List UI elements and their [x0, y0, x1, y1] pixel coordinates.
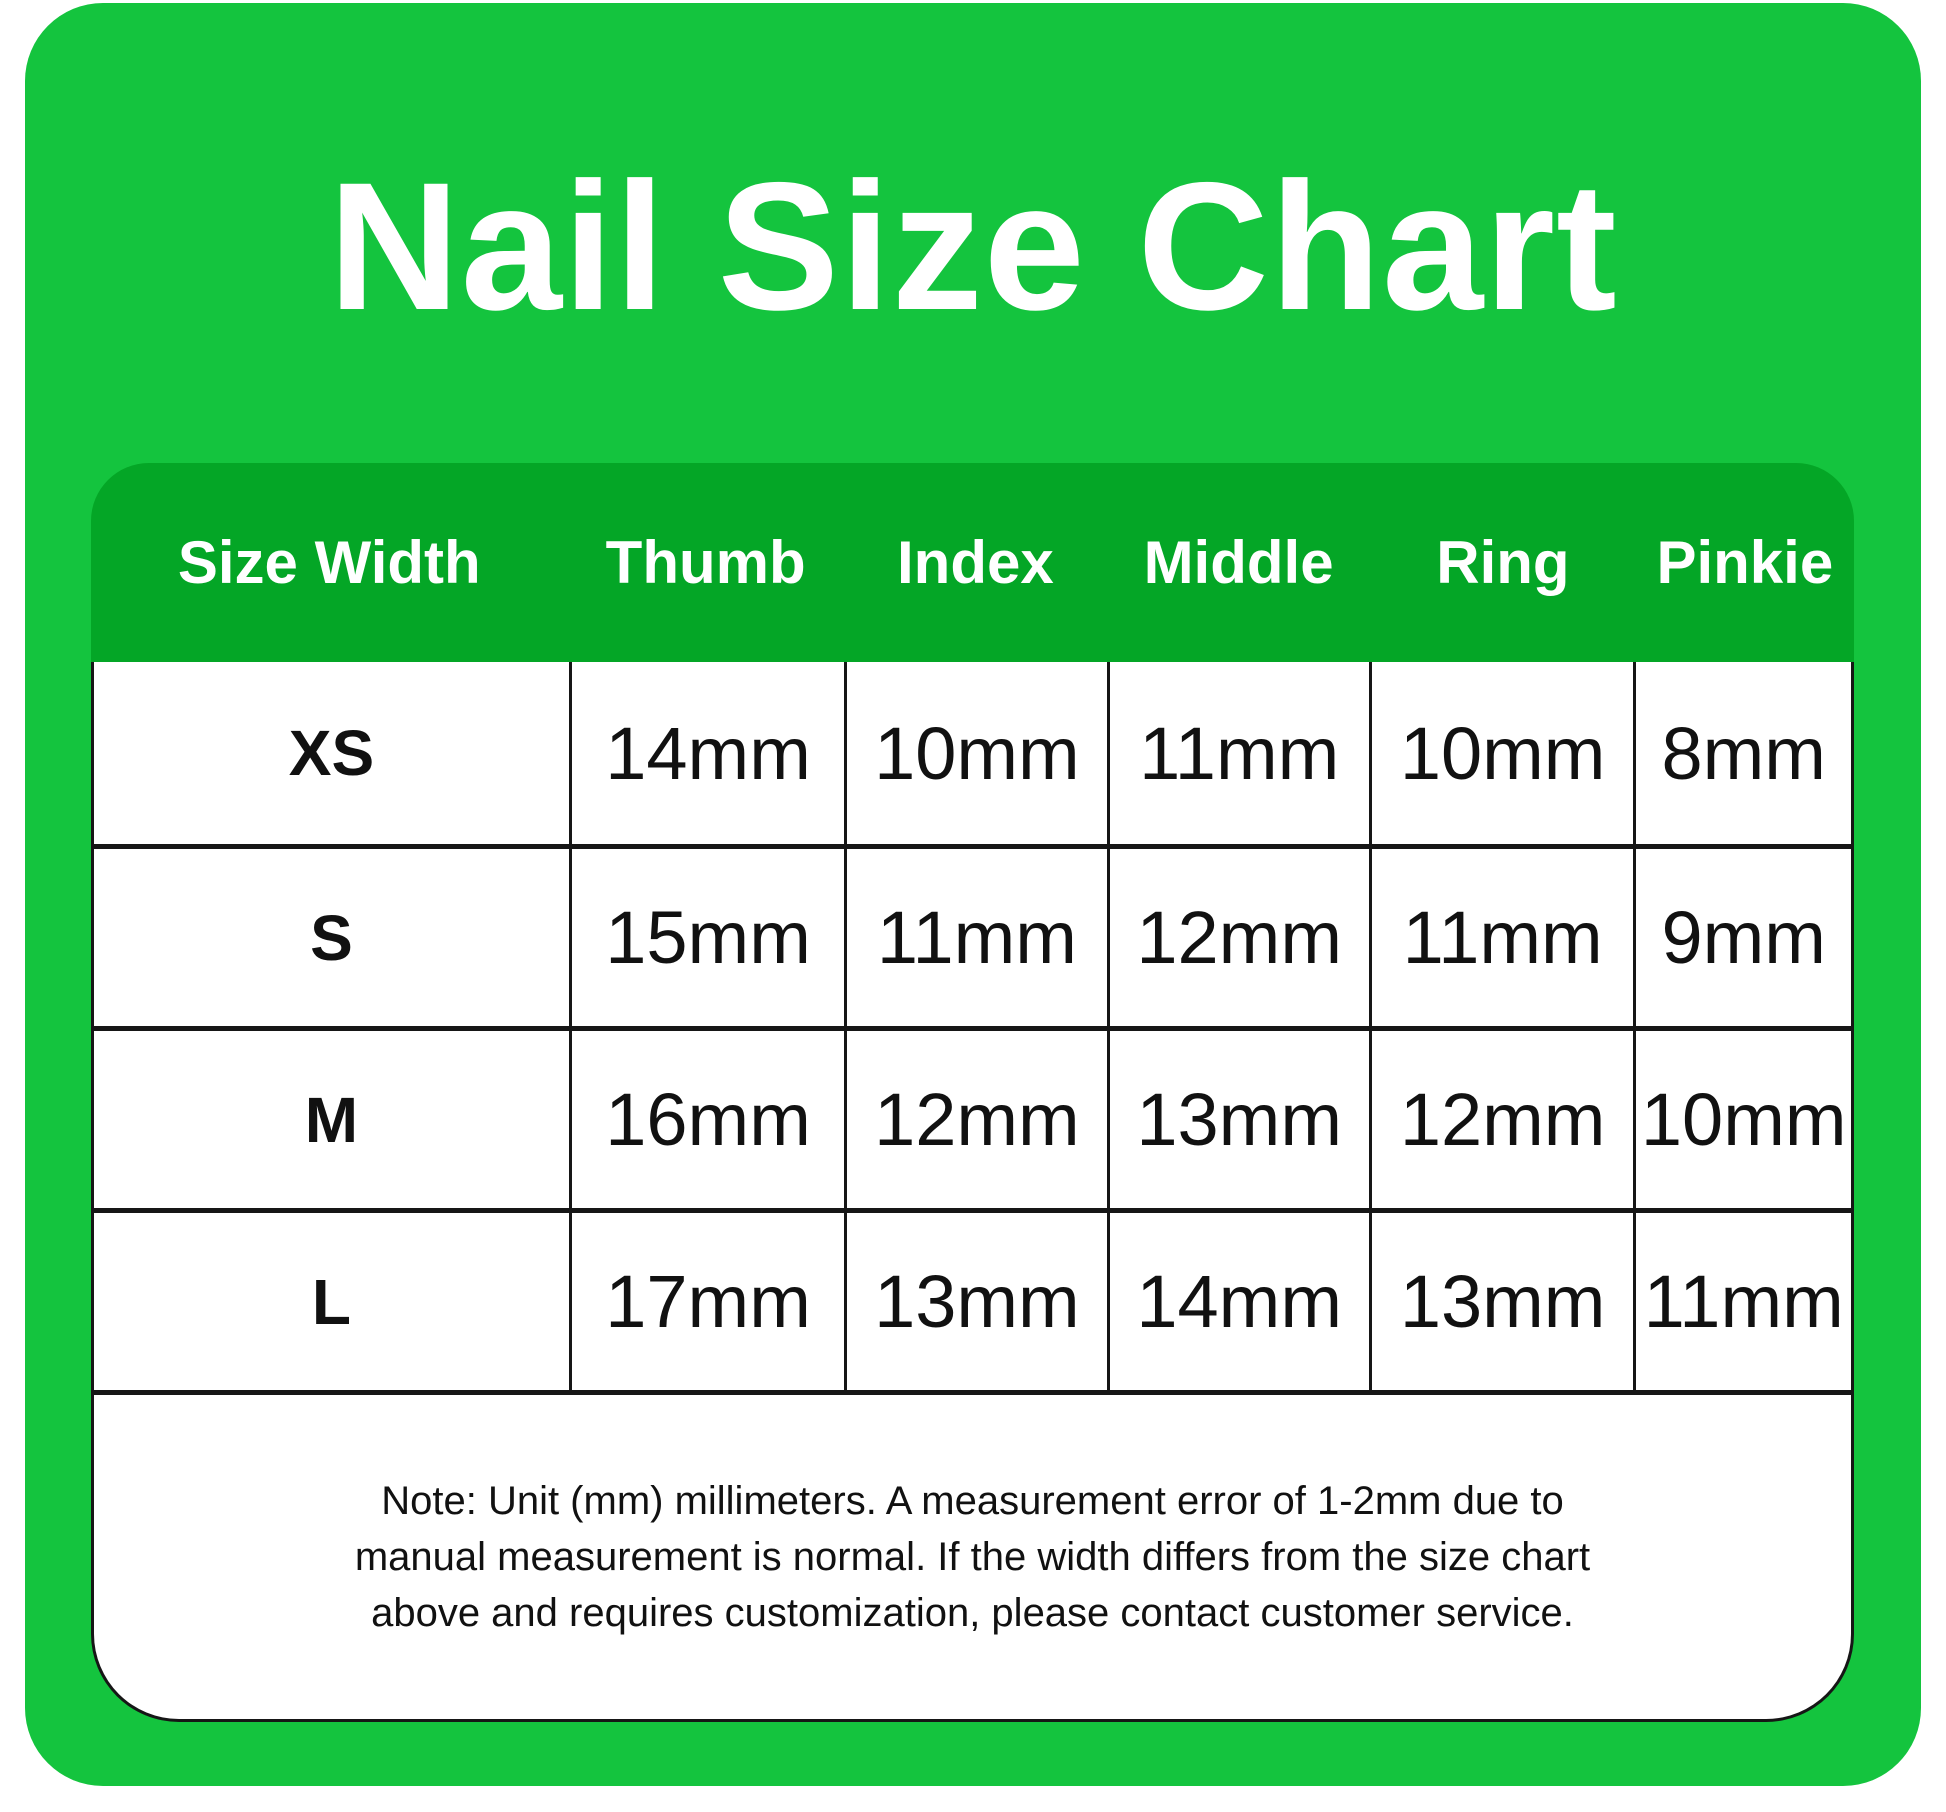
note-line: Note: Unit (mm) millimeters. A measurement error of 1-2mm due to	[381, 1479, 1564, 1523]
table-row-l	[94, 1208, 1851, 1390]
table-row-s	[94, 844, 1851, 1026]
note	[94, 1390, 1851, 1719]
note-line: above and requires customization, please contact customer service.	[371, 1591, 1574, 1635]
row-size-label: L	[311, 1265, 351, 1338]
table-row-xs	[94, 662, 1851, 844]
table-cell: 13mm	[1107, 1031, 1369, 1208]
table-cell: 11mm	[1369, 849, 1634, 1026]
row-size-label: XS	[288, 717, 375, 789]
size-chart-card	[25, 3, 1921, 1786]
table-cell: 11mm	[844, 849, 1106, 1026]
table-cell: 15mm	[569, 849, 844, 1026]
table-cell: 17mm	[569, 1213, 844, 1390]
column-header-pinkie: Pinkie	[1656, 529, 1834, 596]
table-cell: 11mm	[1107, 662, 1369, 844]
column-header-ring: Ring	[1436, 529, 1570, 596]
table-cell: 12mm	[1107, 849, 1369, 1026]
table-body	[91, 662, 1854, 1722]
size-table	[91, 463, 1854, 1722]
column-header-middle: Middle	[1143, 529, 1334, 596]
table-cell: 9mm	[1633, 849, 1851, 1026]
note-line: manual measurement is normal. If the width differs from the size chart	[354, 1535, 1591, 1579]
table-row-m	[94, 1026, 1851, 1208]
table-cell: 13mm	[844, 1213, 1106, 1390]
table-cell: 14mm	[569, 662, 844, 844]
table-cell: 11mm	[1633, 1213, 1851, 1390]
table-cell: 10mm	[1369, 662, 1634, 844]
table-cell: 10mm	[1633, 1031, 1851, 1208]
table-cell: 14mm	[1107, 1213, 1369, 1390]
table-cell: 10mm	[844, 662, 1106, 844]
table-cell: 12mm	[1369, 1031, 1634, 1208]
column-header-size-width: Size Width	[177, 529, 481, 596]
column-header-thumb: Thumb	[605, 529, 806, 596]
column-header-index: Index	[897, 529, 1054, 596]
row-size-label: M	[304, 1083, 359, 1156]
page-title: Nail Size Chart	[328, 144, 1618, 348]
row-size-label: S	[310, 901, 353, 974]
table-header-row	[91, 463, 1854, 662]
table-cell: 8mm	[1633, 662, 1851, 844]
table-cell: 12mm	[844, 1031, 1106, 1208]
table-cell: 16mm	[569, 1031, 844, 1208]
table-cell: 13mm	[1369, 1213, 1634, 1390]
